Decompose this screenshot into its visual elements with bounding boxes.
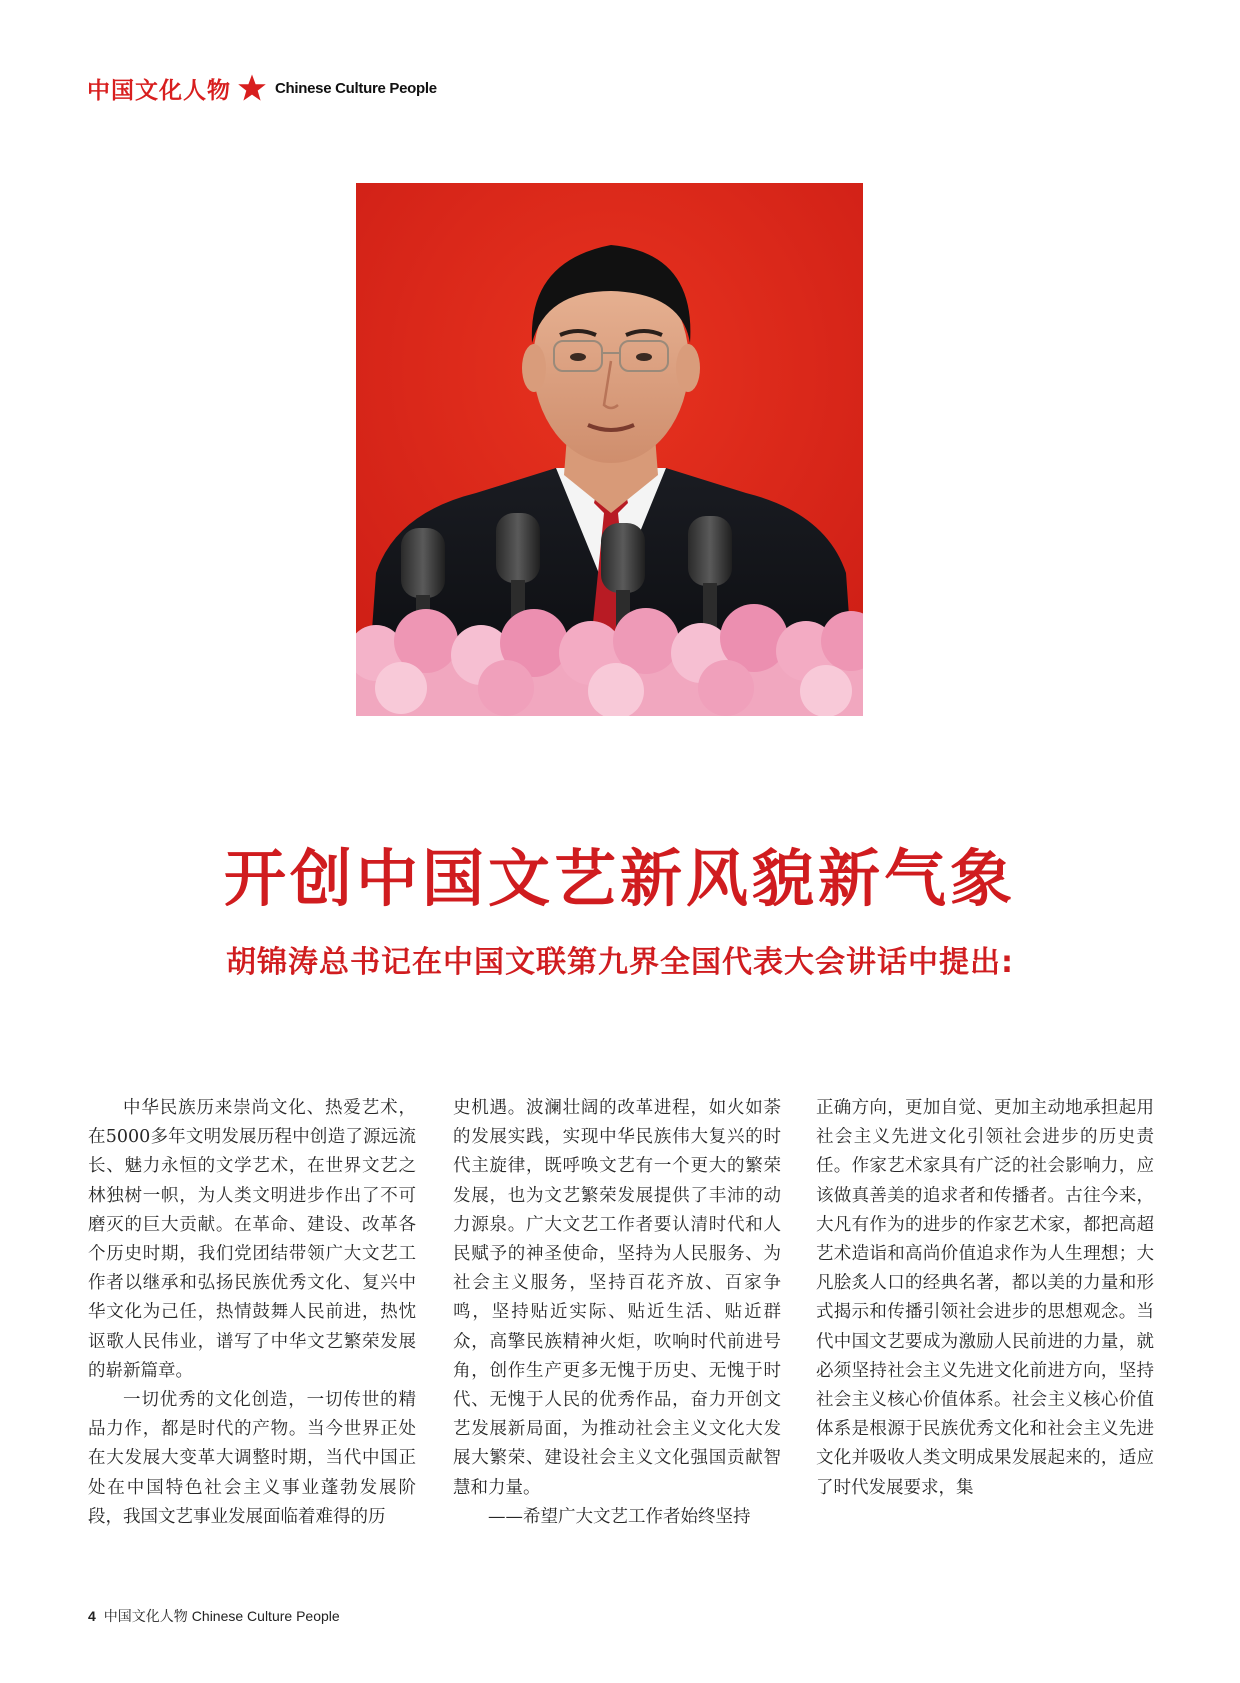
footer-magazine-en: Chinese Culture People (191, 1608, 340, 1624)
page-number: 4 (88, 1608, 96, 1624)
paragraph: 正确方向，更加自觉、更加主动地承担起用社会主义先进文化引领社会进步的历史责任。作家艺术家具有广泛的社会影响力，应该做真善美的追求者和传播者。古往今来，大凡有作为的进步的作家艺术家，都把高超艺术造诣和高尚价值追求作为人生理想；大凡脍炙人口的经典名著，都以美的力量和形式揭示和传播引领社会进步的思想观念。当代中国文艺要成为激励人民前进的力量，就必须坚持社会主义先进文化前进方向，坚持社会主义核心价值体系。社会主义核心价值体系是根源于民族优秀文化和社会主义先进文化并吸收人类文明成果发展起来的，适应了时代发展要求，集 (816, 1098, 1154, 1498)
column-2 (453, 1094, 781, 1534)
paragraph: 中华民族历来崇尚文化、热爱艺术，在5000多年文明发展历程中创造了源远流长、魅力永恒的文学艺术，在世界文艺之林独树一帜，为人类文明进步作出了不可磨灭的巨大贡献。在革命、建设、改革各个历史时期，我们党团结带领广大文艺工作者以继承和弘扬民族优秀文化、复兴中华文化为己任，热情鼓舞人民前进，热忱讴歌人民伟业，谱写了中华文艺繁荣发展的崭新篇章。 (88, 1098, 416, 1381)
column-1 (88, 1094, 416, 1534)
masthead-title-en: Chinese Culture People (275, 79, 437, 97)
portrait-illustration (356, 183, 863, 716)
red-star-icon (237, 73, 267, 103)
portrait-photo (356, 183, 863, 716)
column-3 (816, 1094, 1154, 1534)
masthead-title-cn: 中国文化人物 (87, 76, 231, 104)
paragraph: 一切优秀的文化创造，一切传世的精品力作，都是时代的产物。当今世界正处在大发展大变革大调整时期，当代中国正处在中国特色社会主义事业蓬勃发展阶段，我国文艺事业发展面临着难得的历 (88, 1390, 416, 1527)
article-subtitle: 胡锦涛总书记在中国文联第九界全国代表大会讲话中提出: (226, 945, 1014, 980)
article-body (88, 1094, 1154, 1534)
footer-magazine-cn: 中国文化人物 (103, 1609, 188, 1625)
page-footer (88, 1606, 340, 1626)
masthead (87, 70, 437, 106)
paragraph: ——希望广大文艺工作者始终坚持 (488, 1506, 751, 1527)
article-title: 开创中国文艺新风貌新气象 (223, 842, 1016, 915)
paragraph: 史机遇。波澜壮阔的改革进程，如火如荼的发展实践，实现中华民族伟大复兴的时代主旋律，既呼唤文艺有一个更大的繁荣发展，也为文艺繁荣发展提供了丰沛的动力源泉。广大文艺工作者要认清时代和人民赋予的神圣使命，坚持为人民服务、为社会主义服务，坚持百花齐放、百家争鸣，坚持贴近实际、贴近生活、贴近群众，高擎民族精神火炬，吹响时代前进号角，创作生产更多无愧于历史、无愧于时代、无愧于人民的优秀作品，奋力开创文艺发展新局面，为推动社会主义文化大发展大繁荣、建设社会主义文化强国贡献智慧和力量。 (453, 1098, 781, 1498)
